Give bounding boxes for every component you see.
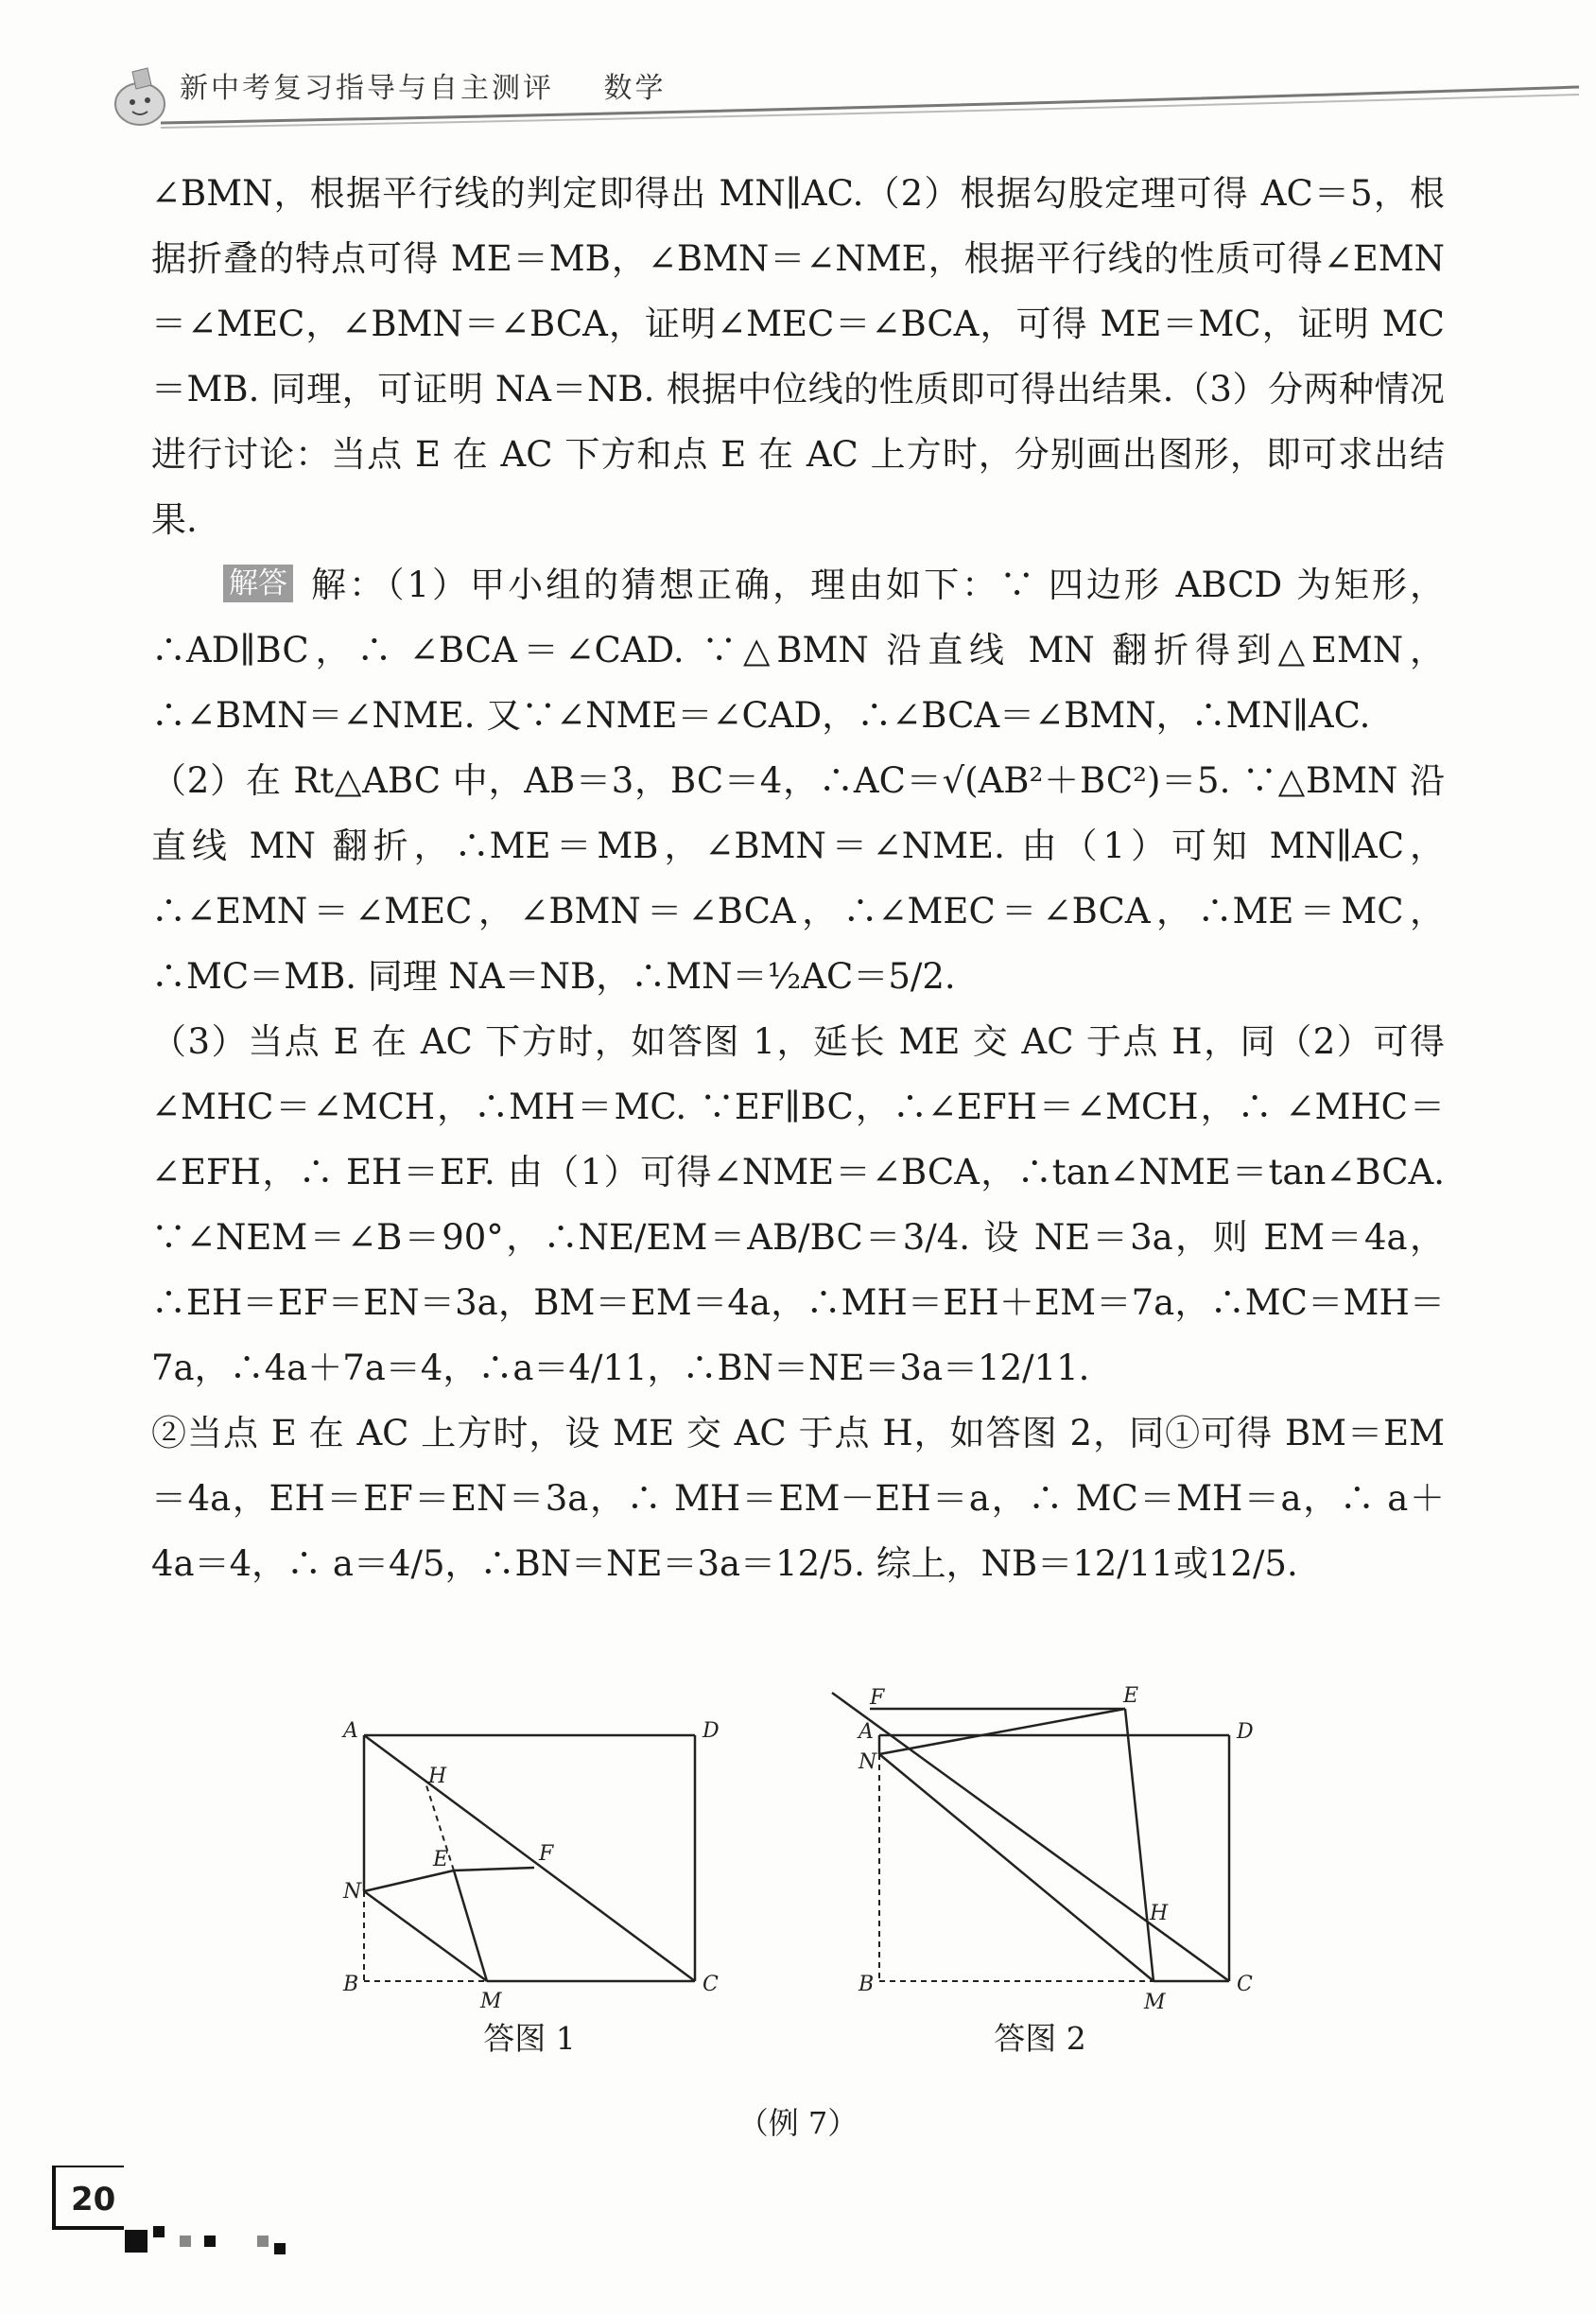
point-B-label: B [859, 1973, 875, 1996]
pencil-mascot-icon [104, 62, 180, 129]
point-F-label: F [870, 1686, 885, 1710]
segment-NE [364, 1870, 454, 1891]
answer-paragraph-1 [151, 552, 1445, 748]
point-A-label: A [343, 1719, 358, 1743]
page-number-box [52, 2166, 124, 2230]
point-M-label: M [1144, 1991, 1166, 2014]
point-N-label: N [343, 1880, 362, 1904]
answer-paragraph-4: ②当点 E 在 AC 上方时，设 ME 交 AC 于点 H，如答图 2，同①可得 BM＝EM＝4a，EH＝EF＝EN＝3a，∴ MH＝EM－EH＝a，∴ MC＝MH＝a，∴ a＋4a＝4，∴ a＝4/5，∴BN＝NE＝3a＝12/5. 综上，NB＝12/11或12/5. [151, 1413, 1445, 1584]
point-A-label: A [859, 1720, 874, 1744]
segment-NM [879, 1754, 1154, 1981]
figure-2-diagram [823, 1683, 1276, 2028]
figure-2-caption: 答图 2 [994, 2020, 1086, 2057]
point-D-label: D [703, 1719, 720, 1743]
point-C-label: C [1237, 1973, 1253, 1996]
segment-EM [1125, 1709, 1154, 1981]
answer-paragraph-2: （2）在 Rt△ABC 中，AB＝3，BC＝4，∴AC＝√(AB²＋BC²)＝5. ∵△BMN 沿直线 MN 翻折，∴ME＝MB，∠BMN＝∠NME. 由（1）可知 MN∥AC，∴∠EMN＝∠MEC，∠BMN＝∠BCA，∴∠MEC＝∠BCA，∴ME＝MC，∴MC＝MB. 同理 NA＝NB，∴MN＝½AC＝5/2. [151, 760, 1445, 997]
figure-1-caption: 答图 1 [483, 2020, 576, 2057]
solution-text [151, 161, 1445, 1596]
segment-NE [879, 1709, 1125, 1754]
answer-figure-1 [336, 1697, 733, 2028]
figure-1-diagram [336, 1697, 733, 2028]
decorative-squares [125, 2222, 314, 2260]
point-H-label: H [1150, 1902, 1169, 1925]
point-M-label: M [480, 1990, 502, 2013]
example-label: （例 7） [737, 2105, 859, 2141]
answer-paragraph-3: （3）当点 E 在 AC 下方时，如答图 1，延长 ME 交 AC 于点 H，同（2）可得∠MHC＝∠MCH，∴MH＝MC. ∵EF∥BC，∴∠EFH＝∠MCH，∴ ∠MHC＝∠EFH，∴ EH＝EF. 由（1）可得∠NME＝∠BCA，∴tan∠NME＝tan∠BCA. ∵∠NEM＝∠B＝90°，∴NE/EM＝AB/BC＝3/4. 设 NE＝3a，则 EM＝4a，∴EH＝EF＝EN＝3a，BM＝EM＝4a，∴MH＝EH＋EM＝7a，∴MC＝MH＝7a，∴4a＋7a＝4，∴a＝4/11，∴BN＝NE＝3a＝12/11. [151, 1021, 1445, 1388]
point-D-label: D [1237, 1720, 1254, 1744]
point-E-label: E [433, 1848, 449, 1871]
point-F-label: F [539, 1842, 554, 1866]
analysis-paragraph: ∠BMN，根据平行线的判定即得出 MN∥AC.（2）根据勾股定理可得 AC＝5，根据折叠的特点可得 ME＝MB，∠BMN＝∠NME，根据平行线的性质可得∠EMN＝∠MEC，∠BMN＝∠BCA，证明∠MEC＝∠BCA，可得 ME＝MC，证明 MC＝MB. 同理，可证明 NA＝NB. 根据中位线的性质即可得出结果.（3）分两种情况进行讨论：当点 E 在 AC 下方和点 E 在 AC 上方时，分别画出图形，即可求出结果. [151, 173, 1445, 540]
point-E-label: E [1123, 1684, 1139, 1708]
point-H-label: H [428, 1765, 447, 1788]
segment-EM [454, 1870, 487, 1981]
segment-EF [454, 1868, 534, 1870]
segment-NM [364, 1891, 487, 1981]
subject-label: 数学 [603, 72, 667, 105]
point-B-label: B [343, 1973, 359, 1996]
point-N-label: N [859, 1750, 877, 1774]
point-C-label: C [703, 1973, 719, 1996]
answer-figure-2 [823, 1683, 1276, 2028]
book-title [180, 64, 667, 106]
diagonal-AC [364, 1735, 695, 1981]
page-number: 20 [71, 2181, 116, 2218]
page-header [104, 57, 1579, 132]
answer-part1: 解：（1）甲小组的猜想正确，理由如下：∵ 四边形 ABCD 为矩形，∴AD∥BC，∴ ∠BCA＝∠CAD. ∵△BMN 沿直线 MN 翻折得到△EMN，∴∠BMN＝∠NME. 又∵∠NME＝∠CAD，∴∠BCA＝∠BMN，∴MN∥AC. [151, 565, 1445, 736]
book-title-text: 新中考复习指导与自主测评 [180, 72, 554, 105]
answer-tag: 解答 [223, 565, 293, 602]
